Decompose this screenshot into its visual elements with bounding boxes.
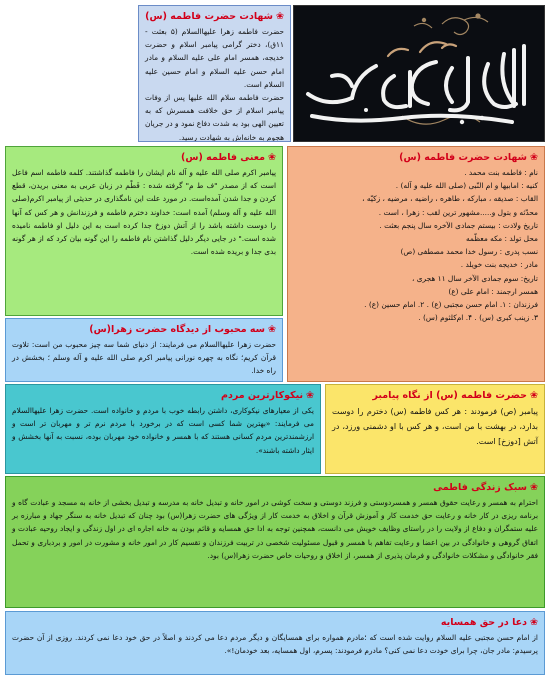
neighbor-prayer-box	[5, 611, 545, 675]
martyrdom-paragraph-2: حضرت فاطمه سلام الله علیها پس از وفات پیامبر اسلام از حق خلافت همسرش که به تعیین الهی بود به شدت دفاع نمود و در جریان هجوم به خانه‌اش به شهادت رسید.	[145, 93, 284, 142]
prophet-view-title	[332, 389, 538, 402]
biography-title	[294, 151, 538, 164]
kindest-people-title-text: نیکوکارترین مردم	[221, 390, 304, 401]
prophet-view-title-text: حضرت فاطمه (س) از نگاه پیامبر	[372, 390, 528, 401]
calligraphy-banner	[293, 5, 545, 142]
three-beloved-title-text: سه محبوب از دیدگاه حضرت زهرا(س)	[89, 324, 266, 335]
kindest-people-title	[12, 389, 314, 402]
lifestyle-box	[5, 476, 545, 608]
biography-title-text: شهادت حضرت فاطمه (س)	[399, 152, 528, 163]
biography-item: تاریخ: سوم جمادی الآخر سال ۱۱ هجری ،	[411, 273, 538, 283]
meaning-title-text: معنی فاطمه (س)	[181, 152, 266, 163]
biography-item: کنیه : امابیها و ام النّبی (صلی الله علیه و آله) .	[395, 181, 538, 191]
calligraphy-image	[293, 6, 544, 142]
biography-item: القاب : صدیقه ، مبارکه ، طاهره ، راضیه ، مرضیه ، زکیّه ،	[362, 194, 538, 204]
lifestyle-title-text: سبک زندگی فاطمی	[433, 482, 528, 493]
biography-box	[287, 146, 545, 382]
three-beloved-title	[12, 323, 276, 336]
flower-icon: ❀	[276, 11, 284, 22]
flower-icon: ❀	[268, 324, 276, 335]
neighbor-prayer-title	[12, 616, 538, 629]
biography-item: فرزندان : ۱. امام حسن مجتبی (ع) . ۲. امام حسین (ع) .	[364, 300, 538, 310]
biography-item: ۳. زینب کبری (س) . ۴. ام‌کلثوم (س) .	[418, 313, 538, 323]
flower-icon: ❀	[530, 617, 538, 628]
biography-item: نسب پدری : رسول خدا محمد مصطفی (ص)	[400, 247, 538, 257]
biography-list	[294, 166, 538, 324]
lifestyle-title	[12, 481, 538, 494]
martyrdom-paragraph-1: حضرت فاطمه زهرا علیهاالسلام (۵ بعثت - ۱۱ق)، دختر گرامی پیامبر اسلام و حضرت خدیجه، همسر امام علی علیه السلام و مادر امام حسن علیه السلام و امام حسین علیه السلام است.	[145, 27, 284, 89]
biography-item: محدّثه و بتول و.....مشهور ترین لقب : زهرا ، است .	[378, 207, 538, 217]
flower-icon: ❀	[530, 482, 538, 493]
three-beloved-box	[5, 318, 283, 382]
three-beloved-body: حضرت زهرا علیهاالسلام می فرمایند: از دنیای شما سه چیز محبوب من است: تلاوت قرآن کریم؛ نگاه به چهره نورانی پیامبر اکرم صلی الله علیه و آله وسلم ؛ بخشش در راه خدا.	[12, 340, 276, 376]
kindest-people-body: یکی از معیارهای نیکوکاری، داشتن رابطه خوب با مردم و خانواده است. حضرت زهرا علیهاالسلام می فرمایند: «بهترین شما کسی است که در برخورد با مردم نرم تر و مهربان تر است و ارزشمندترین مردم کسانی هستند که با همسر و خانواده خود مهربان بوده، نسبت به آنها بخشش و ایثار داشته باشند».	[12, 406, 314, 455]
neighbor-prayer-body: از امام حسن مجتبی علیه السلام روایت شده است که ؛مادرم همواره برای همسایگان و دیگر مردم دعا می کردند و اصلاً در حق خود دعا نمی کردند. روزی از آن حضرت پرسیدم: مادر جان، چرا برای خودت دعا نمی کنی؟ مادرم فرمودند: پسرم، اول همسایه، بعد خودمان!».	[12, 633, 538, 656]
biography-item: نام : فاطمه بنت محمد .	[464, 168, 538, 177]
flower-icon: ❀	[530, 152, 538, 163]
prophet-view-box	[325, 384, 545, 474]
martyrdom-title	[145, 10, 284, 23]
prophet-view-body: پیامبر (ص) فرمودند : هر کس فاطمه (س) دخترم را دوست بدارد، در بهشت با من است، و هر کس با او دشمنی ورزد، در آتش [دوزخ] است.	[332, 407, 538, 446]
biography-item: محل تولد : مکه معظّمه	[465, 234, 538, 244]
kindest-people-box	[5, 384, 321, 474]
flower-icon: ❀	[268, 152, 276, 163]
biography-item: مادر : خدیجه بنت خویلد .	[460, 260, 538, 270]
meaning-title	[12, 151, 276, 164]
biography-item: تاریخ ولادت : بیستم جمادی الآخره سال پنجم بعثت .	[379, 220, 538, 230]
biography-item: همسر ارجمند : امام علی (ع)	[448, 286, 538, 296]
martyrdom-box	[138, 5, 291, 142]
flower-icon: ❀	[306, 390, 314, 401]
flower-icon: ❀	[530, 390, 538, 401]
lifestyle-body: احترام به همسر و رعایت حقوق همسر و همسردوستی و فرزند دوستی و سخت کوشی در امور خانه و تبدیل خانه به مدرسه و تبدیل بخشی از خانه به مسجد و عبادت گاه و برنامه ریزی در کار خانه و رعایت حق خدمت کار و آموزش قرآن و اخلاق به خدمت کار از ویژگی های حضرت زهرا(س) بود چنان که تبدیل خانه به سنگر جهاد و مبارزه بر علیه ستمگران و دفاع از ولایت را در راستای وظایف خویش می دانست، همچنین توجه به ادا حق همسایه و قائم بودن به خانه اجاره ای در اول زندگی و ایجاد روحیه عبادت و اتفاق گروهی و خانوادگی در بین اعضا و رعایت تفاهم با همسر و قبول مسئولیت شخصی در تربیت فرزندان و تقسیم کار در امور خانه و مشورت در امور و بردباری و تحمل فقر خانوادگی و مشکلات خانوادگی و فرمان پذیری از همسر، از اخلاق و روحیات خاص حضرت زهرا(س) بود.	[12, 498, 538, 560]
meaning-body: پیامبر اکرم صلی الله علیه و آله نام ایشان را فاطمه گذاشتند. کلمه فاطمه اسم فاعل است که از مصدر "ف ط م" گرفته شده : فَطْم در زبان عربی به معنی بریدن، قطع کردن و جدا شدن آمده‌است. در مورد علت این نامگذاری در حدیثی از پیامبر اکرم(صلی الله علیه و آله وسلم) آمده است: خداوند دخترم فاطمه و فرزندانش و هر کس که آنها را دوست داشته باشد را از آتش دوزخ جدا کرده است به این دلیل او فاطمه نامیده شده است." در جایی دیگر دلیل گذاشتن نام فاطمه را این گونه بیان کرد که از هر گونه بدی جدا و بریده شده است.	[12, 168, 276, 257]
martyrdom-title-text: شهادت حضرت فاطمه (س)	[145, 11, 274, 22]
neighbor-prayer-title-text: دعا در حق همسایه	[440, 617, 528, 628]
meaning-box	[5, 146, 283, 316]
